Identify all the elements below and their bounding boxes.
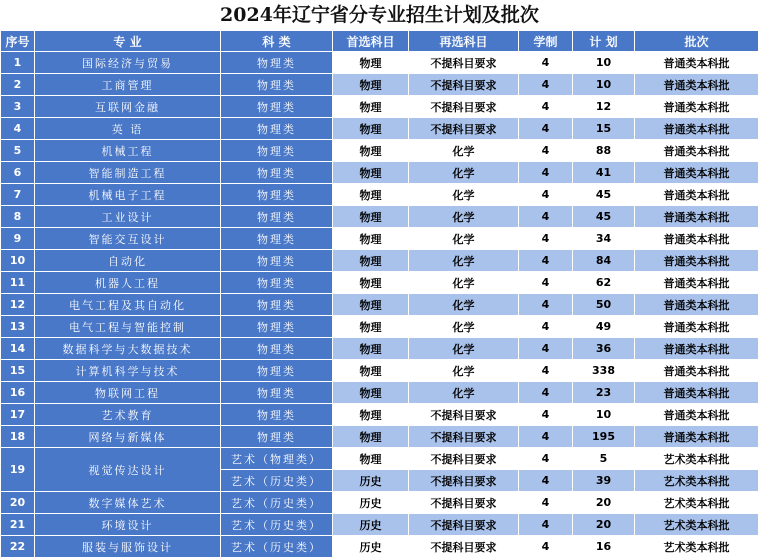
row-years: 4 — [519, 426, 573, 448]
row-index: 1 — [1, 52, 35, 74]
row-years: 4 — [519, 96, 573, 118]
row-index: 4 — [1, 118, 35, 140]
row-first-subject: 物理 — [333, 250, 409, 272]
row-second-subject: 不提科目要求 — [409, 536, 519, 558]
row-major: 视觉传达设计 — [35, 448, 221, 492]
table-header-row — [1, 31, 759, 52]
row-category: 艺术（历史类） — [221, 470, 333, 492]
row-second-subject: 化学 — [409, 338, 519, 360]
row-category: 物理类 — [221, 316, 333, 338]
row-first-subject: 物理 — [333, 448, 409, 470]
row-second-subject: 化学 — [409, 272, 519, 294]
row-index: 15 — [1, 360, 35, 382]
row-second-subject: 不提科目要求 — [409, 470, 519, 492]
row-category: 物理类 — [221, 404, 333, 426]
row-plan: 50 — [573, 294, 635, 316]
header-years: 学制 — [519, 31, 573, 52]
header-plan: 计 划 — [573, 31, 635, 52]
row-category: 物理类 — [221, 250, 333, 272]
row-first-subject: 物理 — [333, 382, 409, 404]
row-years: 4 — [519, 272, 573, 294]
row-second-subject: 化学 — [409, 250, 519, 272]
table-row — [1, 250, 759, 272]
row-index: 10 — [1, 250, 35, 272]
header-category: 科 类 — [221, 31, 333, 52]
row-category: 物理类 — [221, 272, 333, 294]
row-second-subject: 不提科目要求 — [409, 426, 519, 448]
table-row — [1, 96, 759, 118]
row-batch: 普通类本科批 — [635, 404, 759, 426]
row-major: 物联网工程 — [35, 382, 221, 404]
row-batch: 艺术类本科批 — [635, 448, 759, 470]
row-first-subject: 物理 — [333, 272, 409, 294]
row-major: 计算机科学与技术 — [35, 360, 221, 382]
row-first-subject: 物理 — [333, 184, 409, 206]
row-category: 艺术（历史类） — [221, 492, 333, 514]
row-plan: 34 — [573, 228, 635, 250]
row-category: 物理类 — [221, 294, 333, 316]
table-row — [1, 360, 759, 382]
row-batch: 普通类本科批 — [635, 162, 759, 184]
row-second-subject: 不提科目要求 — [409, 96, 519, 118]
row-years: 4 — [519, 250, 573, 272]
row-category: 物理类 — [221, 206, 333, 228]
row-first-subject: 物理 — [333, 228, 409, 250]
table-row — [1, 426, 759, 448]
row-batch: 普通类本科批 — [635, 228, 759, 250]
row-years: 4 — [519, 536, 573, 558]
row-years: 4 — [519, 184, 573, 206]
row-category: 物理类 — [221, 382, 333, 404]
row-years: 4 — [519, 382, 573, 404]
row-index: 12 — [1, 294, 35, 316]
row-first-subject: 物理 — [333, 140, 409, 162]
row-plan: 23 — [573, 382, 635, 404]
row-years: 4 — [519, 338, 573, 360]
table-row — [1, 228, 759, 250]
table-row — [1, 118, 759, 140]
row-plan: 5 — [573, 448, 635, 470]
row-plan: 16 — [573, 536, 635, 558]
row-index: 2 — [1, 74, 35, 96]
row-plan: 195 — [573, 426, 635, 448]
row-second-subject: 不提科目要求 — [409, 514, 519, 536]
row-category: 物理类 — [221, 184, 333, 206]
row-years: 4 — [519, 492, 573, 514]
table-row — [1, 206, 759, 228]
row-batch: 普通类本科批 — [635, 294, 759, 316]
row-batch: 艺术类本科批 — [635, 514, 759, 536]
row-second-subject: 化学 — [409, 294, 519, 316]
row-batch: 艺术类本科批 — [635, 470, 759, 492]
table-row — [1, 448, 759, 470]
row-category: 艺术（物理类） — [221, 448, 333, 470]
table-row — [1, 162, 759, 184]
table-row — [1, 52, 759, 74]
row-category: 艺术（历史类） — [221, 514, 333, 536]
row-major: 电气工程与智能控制 — [35, 316, 221, 338]
row-category: 物理类 — [221, 52, 333, 74]
row-major: 智能交互设计 — [35, 228, 221, 250]
row-index: 18 — [1, 426, 35, 448]
row-index: 3 — [1, 96, 35, 118]
row-major: 国际经济与贸易 — [35, 52, 221, 74]
row-plan: 20 — [573, 492, 635, 514]
row-plan: 12 — [573, 96, 635, 118]
row-first-subject: 物理 — [333, 74, 409, 96]
row-category: 物理类 — [221, 228, 333, 250]
row-major: 环境设计 — [35, 514, 221, 536]
row-category: 物理类 — [221, 426, 333, 448]
row-major: 网络与新媒体 — [35, 426, 221, 448]
table-row — [1, 404, 759, 426]
row-first-subject: 物理 — [333, 316, 409, 338]
row-major: 电气工程及其自动化 — [35, 294, 221, 316]
row-first-subject: 物理 — [333, 338, 409, 360]
row-years: 4 — [519, 228, 573, 250]
row-plan: 45 — [573, 184, 635, 206]
row-index: 13 — [1, 316, 35, 338]
row-second-subject: 化学 — [409, 140, 519, 162]
row-category: 物理类 — [221, 360, 333, 382]
table-row — [1, 272, 759, 294]
row-second-subject: 不提科目要求 — [409, 448, 519, 470]
row-batch: 艺术类本科批 — [635, 492, 759, 514]
row-category: 物理类 — [221, 338, 333, 360]
row-major: 工业设计 — [35, 206, 221, 228]
row-major: 艺术教育 — [35, 404, 221, 426]
enrollment-plan-table — [0, 30, 759, 558]
row-first-subject: 历史 — [333, 536, 409, 558]
row-major: 智能制造工程 — [35, 162, 221, 184]
row-batch: 普通类本科批 — [635, 382, 759, 404]
row-second-subject: 化学 — [409, 228, 519, 250]
table-row — [1, 492, 759, 514]
row-plan: 39 — [573, 470, 635, 492]
row-years: 4 — [519, 52, 573, 74]
row-index: 17 — [1, 404, 35, 426]
row-index: 21 — [1, 514, 35, 536]
row-plan: 10 — [573, 52, 635, 74]
row-index: 20 — [1, 492, 35, 514]
row-batch: 普通类本科批 — [635, 338, 759, 360]
row-batch: 艺术类本科批 — [635, 536, 759, 558]
table-row — [1, 514, 759, 536]
row-first-subject: 物理 — [333, 426, 409, 448]
row-plan: 41 — [573, 162, 635, 184]
row-index: 5 — [1, 140, 35, 162]
row-second-subject: 化学 — [409, 206, 519, 228]
row-first-subject: 历史 — [333, 514, 409, 536]
table-row — [1, 184, 759, 206]
row-batch: 普通类本科批 — [635, 316, 759, 338]
header-second-subject: 再选科目 — [409, 31, 519, 52]
row-plan: 84 — [573, 250, 635, 272]
row-first-subject: 物理 — [333, 162, 409, 184]
row-years: 4 — [519, 316, 573, 338]
table-row — [1, 140, 759, 162]
row-major: 服装与服饰设计 — [35, 536, 221, 558]
row-plan: 62 — [573, 272, 635, 294]
row-index: 14 — [1, 338, 35, 360]
table-row — [1, 294, 759, 316]
row-major: 机器人工程 — [35, 272, 221, 294]
row-plan: 10 — [573, 404, 635, 426]
row-plan: 20 — [573, 514, 635, 536]
row-first-subject: 物理 — [333, 294, 409, 316]
row-second-subject: 不提科目要求 — [409, 118, 519, 140]
row-first-subject: 物理 — [333, 96, 409, 118]
row-years: 4 — [519, 294, 573, 316]
row-second-subject: 不提科目要求 — [409, 52, 519, 74]
table-row — [1, 382, 759, 404]
row-category: 物理类 — [221, 74, 333, 96]
row-batch: 普通类本科批 — [635, 206, 759, 228]
row-batch: 普通类本科批 — [635, 184, 759, 206]
row-index: 9 — [1, 228, 35, 250]
header-index: 序号 — [1, 31, 35, 52]
row-years: 4 — [519, 206, 573, 228]
table-row — [1, 74, 759, 96]
row-index: 11 — [1, 272, 35, 294]
row-second-subject: 化学 — [409, 382, 519, 404]
row-first-subject: 历史 — [333, 470, 409, 492]
row-major: 数据科学与大数据技术 — [35, 338, 221, 360]
row-batch: 普通类本科批 — [635, 250, 759, 272]
header-first-subject: 首选科目 — [333, 31, 409, 52]
row-index: 19 — [1, 448, 35, 492]
row-years: 4 — [519, 470, 573, 492]
row-years: 4 — [519, 118, 573, 140]
row-index: 8 — [1, 206, 35, 228]
row-second-subject: 不提科目要求 — [409, 492, 519, 514]
row-second-subject: 不提科目要求 — [409, 404, 519, 426]
row-major: 数字媒体艺术 — [35, 492, 221, 514]
header-batch: 批次 — [635, 31, 759, 52]
row-first-subject: 物理 — [333, 360, 409, 382]
row-years: 4 — [519, 140, 573, 162]
row-first-subject: 物理 — [333, 206, 409, 228]
row-plan: 88 — [573, 140, 635, 162]
row-second-subject: 不提科目要求 — [409, 74, 519, 96]
row-plan: 45 — [573, 206, 635, 228]
row-major: 互联网金融 — [35, 96, 221, 118]
row-batch: 普通类本科批 — [635, 74, 759, 96]
row-second-subject: 化学 — [409, 184, 519, 206]
header-major: 专 业 — [35, 31, 221, 52]
row-years: 4 — [519, 448, 573, 470]
row-plan: 15 — [573, 118, 635, 140]
row-category: 物理类 — [221, 96, 333, 118]
row-first-subject: 物理 — [333, 404, 409, 426]
page-title: 2024年辽宁省分专业招生计划及批次 — [220, 4, 539, 26]
row-second-subject: 化学 — [409, 360, 519, 382]
row-major: 机械工程 — [35, 140, 221, 162]
row-plan: 49 — [573, 316, 635, 338]
row-plan: 36 — [573, 338, 635, 360]
row-years: 4 — [519, 162, 573, 184]
row-category: 艺术（历史类） — [221, 536, 333, 558]
row-first-subject: 物理 — [333, 52, 409, 74]
row-batch: 普通类本科批 — [635, 272, 759, 294]
row-first-subject: 历史 — [333, 492, 409, 514]
row-batch: 普通类本科批 — [635, 96, 759, 118]
row-second-subject: 化学 — [409, 316, 519, 338]
row-category: 物理类 — [221, 140, 333, 162]
row-first-subject: 物理 — [333, 118, 409, 140]
row-index: 22 — [1, 536, 35, 558]
table-row — [1, 338, 759, 360]
row-batch: 普通类本科批 — [635, 426, 759, 448]
table-row — [1, 536, 759, 558]
row-major: 工商管理 — [35, 74, 221, 96]
table-row — [1, 316, 759, 338]
row-batch: 普通类本科批 — [635, 52, 759, 74]
row-years: 4 — [519, 74, 573, 96]
row-major: 机械电子工程 — [35, 184, 221, 206]
row-index: 6 — [1, 162, 35, 184]
row-index: 16 — [1, 382, 35, 404]
row-plan: 338 — [573, 360, 635, 382]
row-batch: 普通类本科批 — [635, 118, 759, 140]
row-major: 英 语 — [35, 118, 221, 140]
row-years: 4 — [519, 360, 573, 382]
row-category: 物理类 — [221, 162, 333, 184]
row-plan: 10 — [573, 74, 635, 96]
row-years: 4 — [519, 514, 573, 536]
row-second-subject: 化学 — [409, 162, 519, 184]
row-major: 自动化 — [35, 250, 221, 272]
row-category: 物理类 — [221, 118, 333, 140]
row-years: 4 — [519, 404, 573, 426]
row-batch: 普通类本科批 — [635, 360, 759, 382]
row-index: 7 — [1, 184, 35, 206]
row-batch: 普通类本科批 — [635, 140, 759, 162]
